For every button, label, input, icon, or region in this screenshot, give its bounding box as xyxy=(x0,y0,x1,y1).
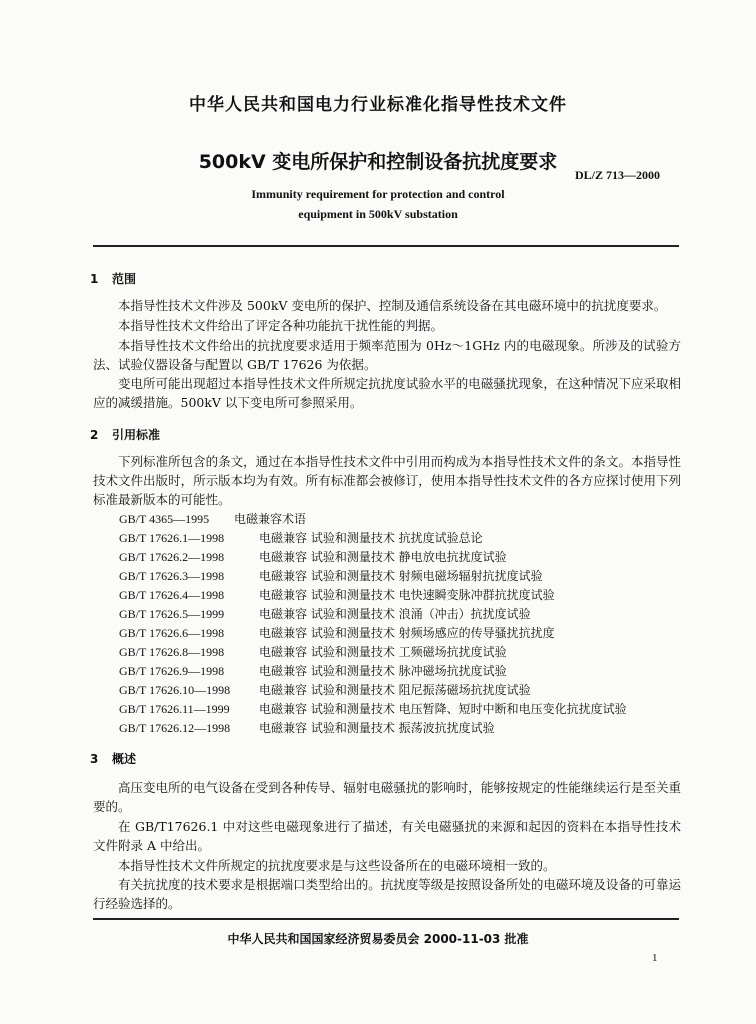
reference-item xyxy=(119,530,483,547)
document-code: DL/Z 713—2000 xyxy=(574,168,660,182)
paragraph: 在 GB/T17626.1 中对这些电磁现象进行了描述，有关电磁骚扰的来源和起因的资料在本指导性技术文件附录 A 中给出。 xyxy=(93,819,681,853)
reference-title: 电磁兼容 试验和测量技术 射频场感应的传导骚扰抗扰度 xyxy=(259,626,555,640)
header-divider xyxy=(93,245,679,247)
paragraph: 下列标准所包含的条文，通过在本指导性技术文件中引用而构成为本指导性技术文件的条文。本指导性技术文件出版时，所示版本均为有效。所有标准都会被修订，使用本指导性技术文件的各方应探讨使用下列标准最新版本的可能性。 xyxy=(93,454,681,507)
paragraph: 本指导性技术文件给出了评定各种功能抗干扰性能的判据。 xyxy=(118,318,444,333)
reference-title: 电磁兼容 试验和测量技术 浪涌（冲击）抗扰度试验 xyxy=(259,607,531,621)
section-number: 3 xyxy=(90,752,99,766)
reference-code: GB/T 17626.12—1998 xyxy=(119,721,231,735)
reference-item xyxy=(119,625,555,642)
reference-title: 电磁兼容 试验和测量技术 电快速瞬变脉冲群抗扰度试验 xyxy=(259,588,555,602)
reference-code: GB/T 17626.5—1999 xyxy=(119,607,225,621)
section-2-heading xyxy=(90,426,160,443)
english-title xyxy=(0,184,756,224)
reference-item xyxy=(119,568,543,585)
paragraph: 有关抗扰度的技术要求是根据端口类型给出的。抗扰度等级是按照设备所处的电磁环境及设备的可靠运行经验选择的。 xyxy=(93,877,681,911)
reference-item xyxy=(119,663,507,680)
reference-item xyxy=(119,587,555,604)
reference-title: 电磁兼容 试验和测量技术 振荡波抗扰度试验 xyxy=(259,721,495,735)
section-title: 范围 xyxy=(112,272,137,286)
reference-title: 电磁兼容 试验和测量技术 脉冲磁场抗扰度试验 xyxy=(259,664,507,678)
paragraph: 本指导性技术文件所规定的抗扰度要求是与这些设备所在的电磁环境相一致的。 xyxy=(118,858,556,873)
reference-title: 电磁兼容 试验和测量技术 阻尼振荡磁场抗扰度试验 xyxy=(259,683,531,697)
paragraph: 本指导性技术文件涉及 500kV 变电所的保护、控制及通信系统设备在其电磁环境中的抗扰度要求。 xyxy=(118,298,667,313)
english-title-line: equipment in 500kV substation xyxy=(298,207,458,221)
reference-title: 电磁兼容 试验和测量技术 抗扰度试验总论 xyxy=(259,531,483,545)
paragraph: 本指导性技术文件给出的抗扰度要求适用于频率范围为 0Hz～1GHz 内的电磁现象。所涉及的试验方法、试验仪器设备与配置以 GB/T 17626 为依据。 xyxy=(93,338,681,372)
section-3-heading xyxy=(90,750,136,767)
reference-code: GB/T 17626.1—1998 xyxy=(119,531,225,545)
reference-code: GB/T 17626.3—1998 xyxy=(119,569,225,583)
reference-title: 电磁兼容术语 xyxy=(234,512,307,526)
reference-item xyxy=(119,549,507,566)
section-title: 概述 xyxy=(112,752,137,766)
reference-code: GB/T 17626.9—1998 xyxy=(119,664,225,678)
section-number: 2 xyxy=(90,428,99,442)
reference-code: GB/T 17626.10—1998 xyxy=(119,683,231,697)
section-1-heading xyxy=(90,270,136,287)
reference-code: GB/T 17626.2—1998 xyxy=(119,550,225,564)
english-title-line: Immunity requirement for protection and control xyxy=(251,187,505,201)
footer-divider xyxy=(93,918,679,920)
reference-item xyxy=(119,701,627,718)
paragraph: 高压变电所的电气设备在受到各种传导、辐射电磁骚扰的影响时，能够按规定的性能继续运行是至关重要的。 xyxy=(93,780,681,814)
section-title: 引用标准 xyxy=(112,428,161,442)
paragraph: 变电所可能出现超过本指导性技术文件所规定抗扰度试验水平的电磁骚扰现象，在这种情况下应采取相应的减缓措施。500kV 以下变电所可参照采用。 xyxy=(93,376,681,410)
reference-code: GB/T 17626.11—1999 xyxy=(119,702,230,716)
approval-footer: 中华人民共和国国家经济贸易委员会 2000-11-03 批准 xyxy=(227,932,529,946)
reference-title: 电磁兼容 试验和测量技术 静电放电抗扰度试验 xyxy=(259,550,507,564)
reference-item xyxy=(119,682,531,699)
document-title: 500kV 变电所保护和控制设备抗扰度要求 xyxy=(198,151,558,173)
reference-code: GB/T 4365—1995 xyxy=(119,512,210,526)
reference-item xyxy=(119,720,495,737)
reference-item xyxy=(119,644,507,661)
reference-title: 电磁兼容 试验和测量技术 电压暂降、短时中断和电压变化抗扰度试验 xyxy=(259,702,627,716)
reference-title: 电磁兼容 试验和测量技术 射频电磁场辐射抗扰度试验 xyxy=(259,569,543,583)
reference-code: GB/T 17626.8—1998 xyxy=(119,645,225,659)
reference-title: 电磁兼容 试验和测量技术 工频磁场抗扰度试验 xyxy=(259,645,507,659)
section-number: 1 xyxy=(90,272,99,286)
document-header: 中华人民共和国电力行业标准化指导性技术文件 xyxy=(189,95,567,115)
reference-item xyxy=(119,606,531,623)
reference-code: GB/T 17626.6—1998 xyxy=(119,626,225,640)
reference-item xyxy=(119,511,306,528)
reference-code: GB/T 17626.4—1998 xyxy=(119,588,225,602)
page-number: 1 xyxy=(652,952,658,964)
